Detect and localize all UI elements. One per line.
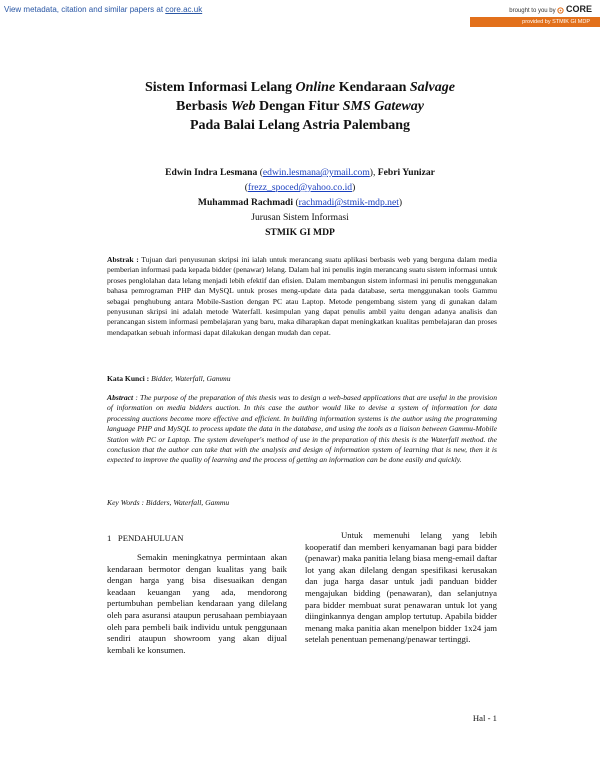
kata-kunci: Kata Kunci : Bidder, Waterfall, Gammu <box>107 374 231 383</box>
department: Jurusan Sistem Informasi <box>251 212 349 223</box>
paper-title: Sistem Informasi Lelang Online Kendaraan Salvage Berbasis Web Dengan Fitur SMS Gateway Pada Balai Lelang Astria Palembang <box>145 80 455 133</box>
author-1: Edwin Indra Lesmana <box>165 167 258 178</box>
metadata-banner[interactable] <box>0 0 474 20</box>
author-1-email[interactable]: edwin.lesmana@ymail.com <box>262 167 370 178</box>
author-block: Edwin Indra Lesmana (edwin.lesmana@ymail.com), Febri Yunizar (frezz_spoced@yahoo.co.id) Muhammad Rachmadi (rachmadi@stmik-mdp.net) Jurusan Sistem Informasi STMIK GI MDP <box>0 165 600 240</box>
page-number: Hal - 1 <box>472 713 497 723</box>
abstract-paragraph: Abstract : The purpose of the preparation of this thesis was to design a web-based applications that are useful in the provision of information on media bidders auction. In this case the author would like to devise a system of information for data processing auctions become more effective and efficient. In building information systems is the author using the programming language PHP and MySQL to process update the data in the database, and using the tools as a liaison between Gammu-Mobile Station with PC or Laptop. The system developer's method of use in the preparation of this thesis is the Waterfall method. the conclusion that the author can take that with the analysis and design of information system of learning that is new, then it is expected to improve the quality of learning and the process of getting an information can be done easily and quickly. <box>107 393 497 465</box>
core-link[interactable]: core.ac.uk <box>165 5 203 14</box>
author-2: Febri Yunizar <box>377 167 435 178</box>
metadata-text: View metadata, citation and similar papers at <box>4 5 166 14</box>
abstrak-paragraph: Abstrak : Tujuan dari penyusunan skripsi ini ialah untuk merancang suatu aplikasi berbasis web yang berguna dalam media pemberian informasi pada kepada bidder (penawar) lelang. Dalam hal ini penulis ingin merancang suatu sistem informasi untuk proses penglolahan data lelang menjadi lebih efektif dan efisien. Dalam membangun sistem informasi ini penulis menggunakan bahasa pemrograman PHP dan MySQL untuk proses meng-update data pada database, serta menggunakan tools Gammu sebagai penghubung antara Mobile-Sastion dengan PC atau Laptop. Metode pengembang sistem yang di gunakan dalam penyusunan skripsi ini adalah metode Waterfall. kesimpulan yang dapat penulis ambil yaitu dengan adanya analisis dan perancangan sistem informasi pembelajaran yang baru, maka diharapkan dapat meningkatkan kualitas pembelajaran dan proses mendapatkan sebuah informasi dapat dilakukan dengan mudah dan cepat. <box>107 255 497 337</box>
intro-left-paragraph: Semakin meningkatnya permintaan akan kendaraan bermotor dengan kualitas yang baik dengan harga yang bisa disesuaikan dengan keadaan keuangan yang ada, mendorong pertumbuhan pembelian kendaraan yang dilelang oleh para asuransi ataupun perusahaan pembiayaan oleh para pembeli baik individu untuk penggunaan sendiri ataupun showroom yang akan dijual kembali ke konsumen. <box>107 552 287 655</box>
section-heading: 1 PENDAHULUAN <box>107 533 184 543</box>
core-logo[interactable] <box>509 4 592 14</box>
core-banner <box>0 0 600 25</box>
core-brand: CORE <box>565 4 592 14</box>
author-3: Muhammad Rachmadi <box>197 197 294 208</box>
keywords: Key Words : Bidders, Waterfall, Gammu <box>107 498 230 507</box>
intro-right-paragraph: Untuk memenuhi lelang yang lebih kooperatif dan memberi kenyamanan bagi para bidder (penawar) maka panitia lelang biasa meng-email daftar lot yang akan dilelang dengan spesifikasi kerusakan dan juga harga dasar untuk jadi panduan bidder mengajukan bidding (penawaran), dan selanjutnya para bidder membuat surat penawaran untuk lot yang diinginkannya dengan amplop tertutup. Apabila bidder menang maka panitia akan menelpon bidder 1x24 jam setelah penentuan pemenang/penawar tertinggi. <box>305 530 497 645</box>
author-3-email[interactable]: rachmadi@stmik-mdp.net <box>298 197 399 208</box>
author-2-email[interactable]: frezz_spoced@yahoo.co.id <box>247 182 353 193</box>
brought-text: brought to you by <box>509 8 556 14</box>
provided-by: provided by STMIK GI MDP <box>470 17 600 27</box>
institution: STMIK GI MDP <box>265 227 335 238</box>
core-logo-icon <box>557 7 564 14</box>
